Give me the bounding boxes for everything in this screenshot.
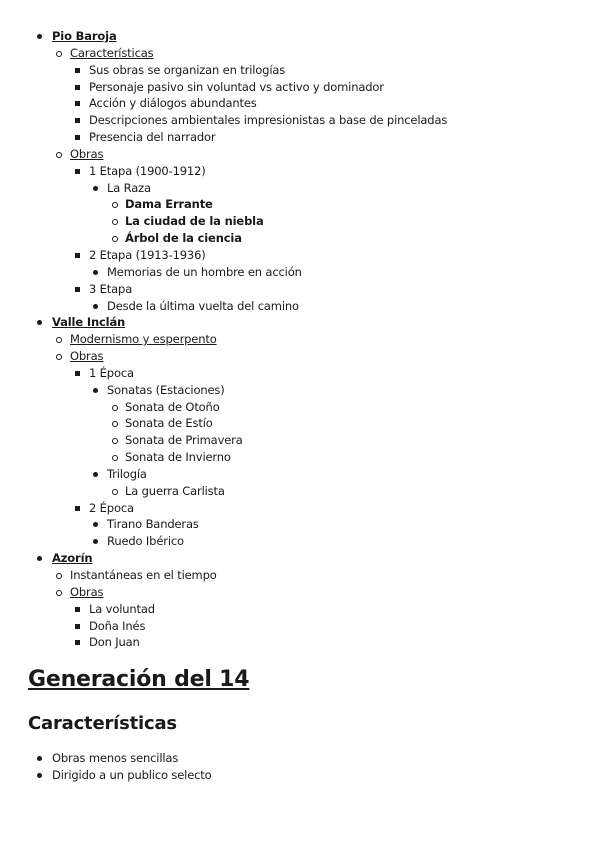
list-item-text: Características (70, 45, 154, 60)
bullet-icon (75, 62, 85, 79)
bullet-icon (37, 28, 47, 45)
list-item-text: Presencia del narrador (89, 130, 216, 145)
list-item (0, 213, 600, 230)
bullet-icon (75, 365, 85, 382)
bullet-icon (112, 213, 122, 230)
list-item (0, 483, 600, 500)
bullet-icon (75, 500, 85, 517)
list-item (0, 79, 600, 96)
list-item (0, 382, 600, 399)
bullet-icon (75, 634, 85, 651)
bullet-icon (56, 348, 66, 365)
list-item-text: Obras (70, 584, 104, 599)
list-item-text: Memorias de un hombre en acción (107, 264, 302, 279)
list-item (0, 500, 600, 517)
list-item-text: Obras menos sencillas (52, 751, 179, 765)
list-item-text: Doña Inés (89, 618, 146, 633)
bullet-icon (75, 129, 85, 146)
list-item-text: Ruedo Ibérico (107, 534, 184, 549)
list-item (0, 281, 600, 298)
list-item-text: Obras (70, 146, 104, 161)
bullet-icon (93, 264, 103, 281)
list-item (0, 432, 600, 449)
list-item-text: 1 Época (89, 365, 134, 380)
bullet-icon (56, 584, 66, 601)
bullet-icon (112, 449, 122, 466)
list-item (0, 750, 600, 767)
bullet-icon (75, 281, 85, 298)
list-item-text: Dama Errante (125, 197, 213, 212)
bullet-icon (75, 112, 85, 129)
bullet-icon (37, 314, 47, 331)
list-item (0, 247, 600, 264)
list-item-text: La ciudad de la niebla (125, 214, 264, 229)
bullet-icon (56, 567, 66, 584)
bullet-icon (56, 331, 66, 348)
list-item (0, 567, 600, 584)
list-item (0, 415, 600, 432)
list-item (0, 129, 600, 146)
list-item (0, 348, 600, 365)
list-item (0, 163, 600, 180)
list-item-text: Don Juan (89, 635, 140, 650)
list-item (0, 584, 600, 601)
list-item (0, 146, 600, 163)
list-item (0, 331, 600, 348)
list-item (0, 28, 600, 45)
list-item (0, 45, 600, 62)
characteristics-list (0, 750, 600, 784)
list-item-text: Sonata de Invierno (125, 450, 231, 465)
subsection-heading: Características (28, 713, 177, 734)
list-item (0, 112, 600, 129)
list-item (0, 264, 600, 281)
bullet-icon (75, 601, 85, 618)
bullet-icon (112, 483, 122, 500)
list-item-text: Personaje pasivo sin voluntad vs activo y dominador (89, 79, 384, 94)
bullet-icon (93, 180, 103, 197)
list-item (0, 634, 600, 651)
list-item-text: Pio Baroja (52, 29, 117, 43)
bullet-icon (93, 516, 103, 533)
list-item-text: Descripciones ambientales impresionistas a base de pinceladas (89, 113, 448, 128)
bullet-icon (37, 767, 47, 784)
bullet-icon (56, 45, 66, 62)
list-item-text: Obras (70, 349, 104, 364)
list-item-text: Sonata de Estío (125, 416, 213, 431)
list-item (0, 618, 600, 635)
list-item-text: Sus obras se organizan en trilogías (89, 62, 286, 77)
list-item (0, 180, 600, 197)
list-item (0, 601, 600, 618)
bullet-icon (37, 750, 47, 767)
list-item-text: Árbol de la ciencia (125, 231, 242, 246)
list-item (0, 516, 600, 533)
list-item-text: Desde la última vuelta del camino (107, 298, 299, 313)
bullet-icon (75, 247, 85, 264)
list-item (0, 298, 600, 315)
list-item-text: Dirigido a un publico selecto (52, 767, 212, 782)
list-item-text: La guerra Carlista (125, 483, 225, 498)
list-item-text: Sonatas (Estaciones) (107, 382, 225, 397)
bullet-icon (75, 79, 85, 96)
list-item-text: Valle Inclán (52, 315, 126, 330)
bullet-icon (112, 196, 122, 213)
list-item-text: 3 Etapa (89, 281, 133, 296)
bullet-icon (93, 466, 103, 483)
bullet-icon (75, 95, 85, 112)
list-item-text: Modernismo y esperpento (70, 332, 217, 347)
list-item (0, 314, 600, 331)
bullet-icon (112, 230, 122, 247)
list-item (0, 466, 600, 483)
list-item-text: Tirano Banderas (107, 517, 199, 532)
list-item-text: 1 Etapa (1900-1912) (89, 163, 206, 178)
bullet-icon (56, 146, 66, 163)
bullet-icon (75, 163, 85, 180)
list-item (0, 449, 600, 466)
list-item-text: Acción y diálogos abundantes (89, 96, 257, 111)
list-item (0, 767, 600, 784)
bullet-icon (93, 298, 103, 315)
list-item-text: La voluntad (89, 601, 155, 616)
list-item-text: 2 Etapa (1913-1936) (89, 247, 206, 262)
list-item (0, 533, 600, 550)
list-item-text: Instantáneas en el tiempo (70, 568, 217, 582)
list-item (0, 230, 600, 247)
bullet-icon (112, 415, 122, 432)
list-item-text: Trilogía (107, 466, 147, 481)
section-heading: Generación del 14 (28, 667, 250, 692)
list-item (0, 95, 600, 112)
bullet-icon (75, 618, 85, 635)
outline-list (0, 28, 600, 651)
list-item (0, 196, 600, 213)
bullet-icon (93, 533, 103, 550)
bullet-icon (112, 432, 122, 449)
list-item (0, 550, 600, 567)
bullet-icon (112, 399, 122, 416)
list-item-text: Sonata de Primavera (125, 433, 243, 448)
list-item (0, 62, 600, 79)
list-item (0, 399, 600, 416)
bullet-icon (37, 550, 47, 567)
bullet-icon (93, 382, 103, 399)
list-item-text: 2 Época (89, 500, 134, 515)
list-item-text: La Raza (107, 180, 151, 195)
list-item-text: Sonata de Otoño (125, 399, 220, 414)
list-item-text: Azorín (52, 551, 93, 566)
list-item (0, 365, 600, 382)
